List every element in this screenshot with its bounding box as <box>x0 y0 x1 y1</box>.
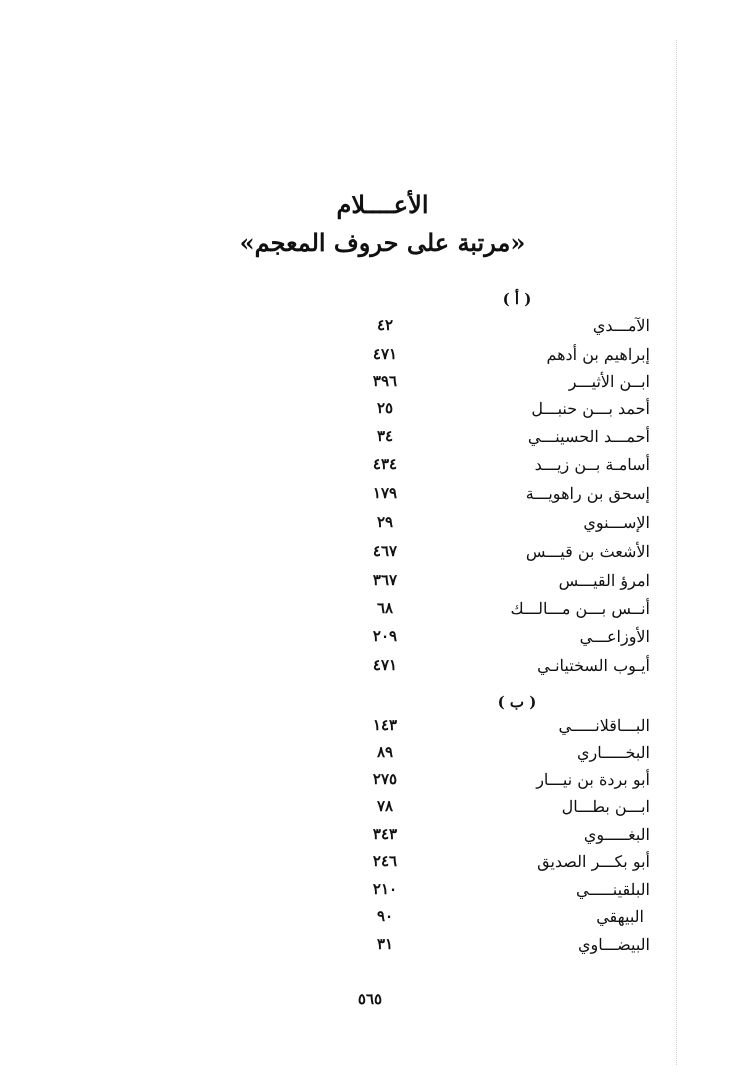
entry-page-number: ٢٤٦ <box>372 852 398 870</box>
index-entry <box>330 716 650 740</box>
index-entry <box>330 599 650 623</box>
entry-name: أبو بردة بن نيـــار <box>536 770 650 789</box>
entry-page-number: ٣١ <box>376 935 394 953</box>
entry-page-number: ٢٩ <box>376 513 394 531</box>
entry-name: ابـــن بطـــال <box>561 797 650 816</box>
index-entry <box>330 880 650 904</box>
entry-name: أنــس بـــن مـــالـــك <box>510 599 650 618</box>
index-entry <box>330 935 650 959</box>
entry-page-number: ٢٥ <box>376 399 394 417</box>
entry-page-number: ٢١٠ <box>372 880 398 898</box>
entry-page-number: ٣٦٧ <box>372 571 398 589</box>
index-entry <box>330 399 650 423</box>
entry-name: البـــاقلانـــــي <box>558 716 650 735</box>
entry-page-number: ٤٣٤ <box>372 455 398 473</box>
index-entry <box>330 427 650 451</box>
entry-name: أحمد بـــن حنبـــل <box>531 399 650 418</box>
entry-name: البيهقي <box>596 907 644 926</box>
index-entry <box>330 455 650 479</box>
index-entry <box>330 770 650 794</box>
entry-page-number: ٧٨ <box>376 797 394 815</box>
entry-name: إسحق بن راهويـــة <box>525 484 650 503</box>
entry-page-number: ٣٤٣ <box>372 825 398 843</box>
entry-page-number: ٤٧١ <box>372 656 398 674</box>
entry-page-number: ٣٤ <box>376 427 394 445</box>
entry-page-number: ٤٧١ <box>372 345 398 363</box>
index-entry <box>330 316 650 340</box>
entry-page-number: ٣٩٦ <box>372 372 398 390</box>
index-entry <box>330 484 650 508</box>
entry-name: الآمـــدي <box>592 316 650 335</box>
entry-name: البخـــــاري <box>576 743 650 762</box>
entry-page-number: ٩٠ <box>376 907 394 925</box>
page-subtitle: «مرتبة على حروف المعجم» <box>239 228 526 257</box>
entry-page-number: ١٤٣ <box>372 716 398 734</box>
index-entry <box>330 345 650 369</box>
entry-name: أبو بكـــر الصديق <box>537 852 650 871</box>
entry-page-number: ٢٠٩ <box>372 627 398 645</box>
index-entry <box>330 907 650 931</box>
entry-page-number: ٨٩ <box>376 743 394 761</box>
index-entry <box>330 656 650 680</box>
entry-page-number: ٢٧٥ <box>372 770 398 788</box>
index-entry <box>330 372 650 396</box>
entry-name: الأوزاعـــي <box>579 627 650 646</box>
entry-page-number: ١٧٩ <box>372 484 398 502</box>
page-title: الأعــــلام <box>336 190 429 219</box>
page-number: ٥٦٥ <box>357 990 383 1008</box>
entry-page-number: ٦٨ <box>376 599 394 617</box>
section-heading-ba: ( ب ) <box>497 693 537 711</box>
index-entry <box>330 627 650 651</box>
entry-name: امرؤ القيـــس <box>558 571 650 590</box>
index-entry <box>330 571 650 595</box>
entry-name: أحمـــد الحسينـــي <box>527 427 650 446</box>
index-entry <box>330 825 650 849</box>
entry-name: البلقينـــــي <box>576 880 650 899</box>
entry-name: البغـــــوي <box>583 825 650 844</box>
entry-name: أسامـة بــن زيـــد <box>534 455 650 474</box>
entry-name: البيضـــاوي <box>577 935 650 954</box>
entry-name: إبراهيم بن أدهم <box>546 345 650 364</box>
entry-name: أيـوب السختيانـي <box>537 656 650 675</box>
entry-page-number: ٤٢ <box>376 316 394 334</box>
section-heading-alif: ( أ ) <box>502 290 532 308</box>
index-entry <box>330 743 650 767</box>
index-entry <box>330 542 650 566</box>
index-entry <box>330 513 650 537</box>
index-entry <box>330 852 650 876</box>
entry-name: الإســـنوي <box>583 513 650 532</box>
index-entry <box>330 797 650 821</box>
entry-page-number: ٤٦٧ <box>372 542 398 560</box>
entry-name: الأشعث بن قيـــس <box>525 542 650 561</box>
entry-name: ابــن الأثيـــر <box>568 372 650 391</box>
